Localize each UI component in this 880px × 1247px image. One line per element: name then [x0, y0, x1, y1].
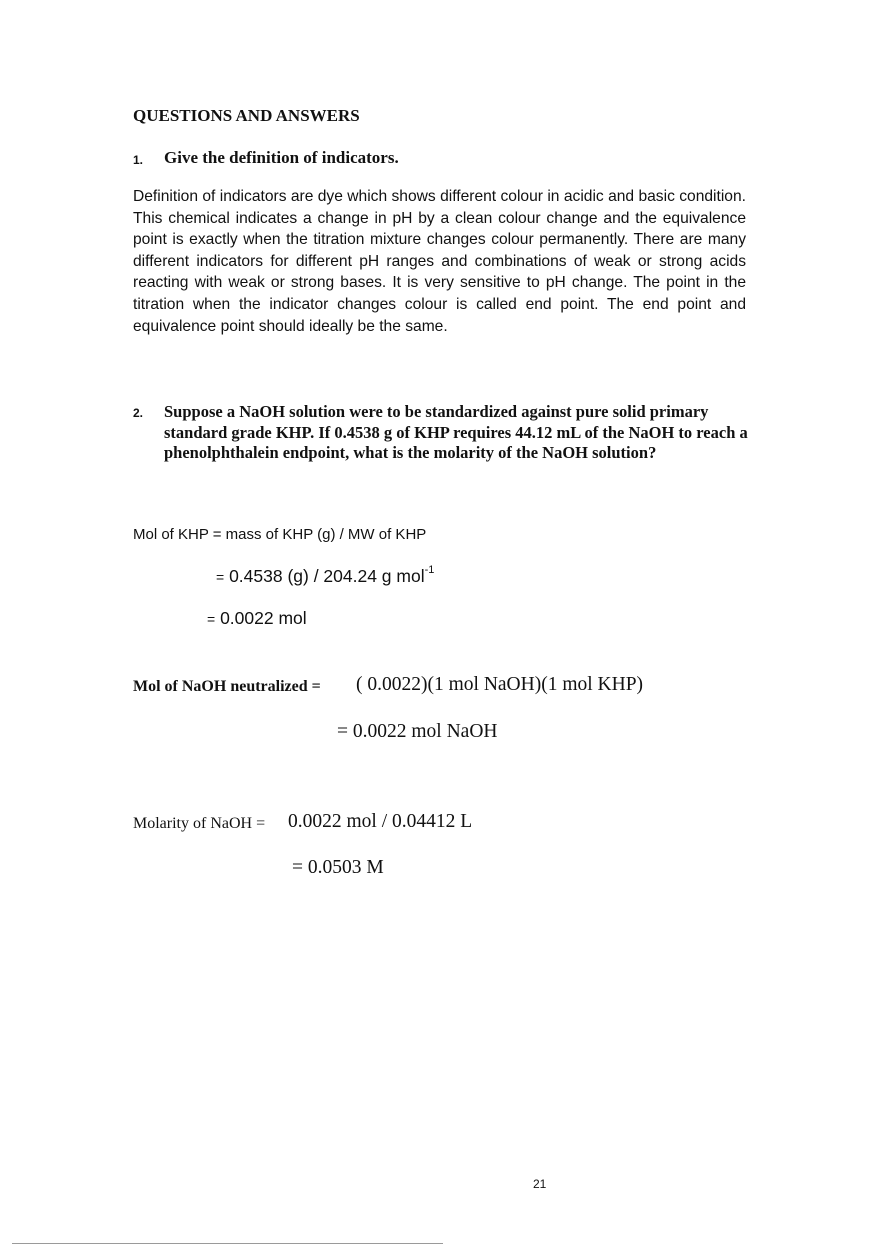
page-heading: QUESTIONS AND ANSWERS	[133, 106, 360, 125]
molarity-result: = 0.0503 M	[292, 857, 384, 878]
mol-khp-substitution	[216, 566, 434, 587]
mol-khp-result	[207, 608, 307, 629]
page-number: 21	[533, 1177, 547, 1191]
mol-naoh-label: Mol of NaOH neutralized =	[133, 678, 321, 695]
mol-khp-substitution-value: 0.4538 (g) / 204.24 g mol	[229, 566, 425, 586]
mol-khp-result-value: 0.0022 mol	[220, 608, 307, 628]
molarity-expression: 0.0022 mol / 0.04412 L	[288, 811, 473, 832]
question-2-title: Suppose a NaOH solution were to be standardized against pure solid primary standard grade KHP. If 0.4538 g of KHP requires 44.12 mL of the NaOH to reach a phenolphthalein endpoint, what is the molarity of the NaOH solution?	[164, 402, 748, 462]
question-2-number: 2.	[133, 406, 144, 420]
equals-sign: =	[207, 611, 216, 627]
footer-divider	[12, 1243, 443, 1244]
exponent: -1	[424, 564, 435, 576]
equals-sign: =	[216, 569, 225, 585]
question-1-number: 1.	[133, 153, 144, 167]
mol-naoh-expression: ( 0.0022)(1 mol NaOH)(1 mol KHP)	[356, 674, 644, 695]
molarity-label: Molarity of NaOH =	[133, 815, 266, 832]
answer-1-paragraph: Definition of indicators are dye which shows different colour in acidic and basic condition. This chemical indicates a change in pH by a clean colour change and the equivalence point is exactly when the titration mixture changes colour permanently. There are many different indicators for different pH ranges and combinations of weak or strong acids reacting with weak or strong bases. It is very sensitive to pH change. The point in the titration when the indicator changes colour is called end point. The end point and equivalence point should ideally be the same.	[133, 188, 746, 335]
mol-khp-formula: Mol of KHP = mass of KHP (g) / MW of KHP	[133, 526, 427, 543]
mol-naoh-result: = 0.0022 mol NaOH	[337, 721, 498, 742]
question-1-title: Give the definition of indicators.	[164, 148, 399, 167]
